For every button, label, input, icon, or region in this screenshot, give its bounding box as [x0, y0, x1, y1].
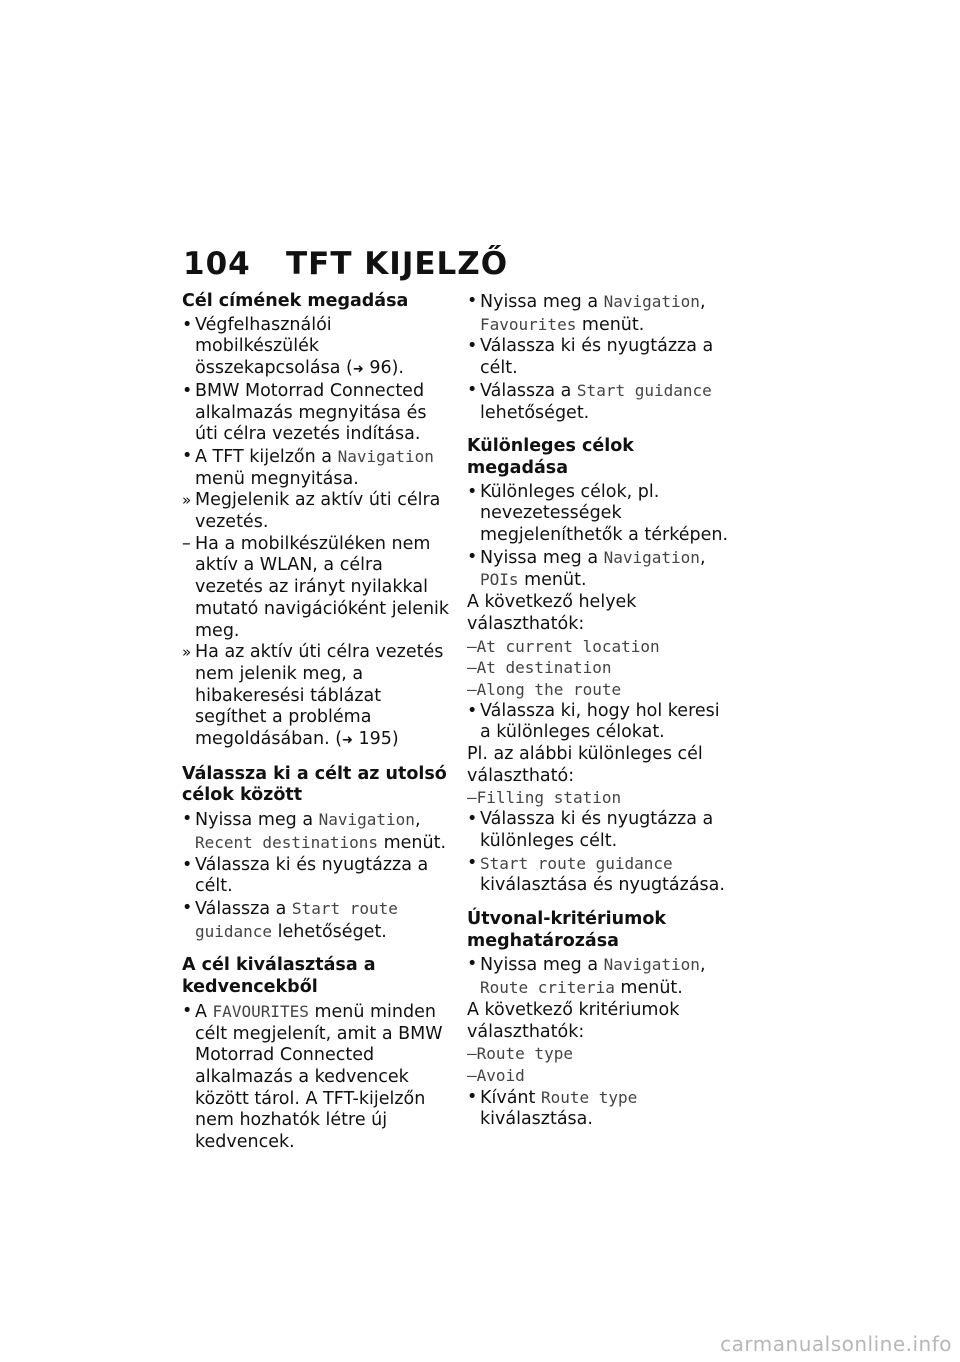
section-heading-special-destinations: Különleges célok megadása	[467, 436, 634, 478]
result-item: » Ha az aktív úti célra vezetés nem jelenik meg, a hibakeresési táblázat segíthet a probléma megoldásában. (➜ 195)	[182, 642, 450, 752]
section-heading-route-criteria: Útvonal-kritériumok meghatározása	[467, 908, 667, 951]
watermark: carmanualsonline.info	[720, 1332, 952, 1356]
special-destinations-steps	[467, 482, 735, 593]
list-item: • Válassza ki és nyugtázza a különleges célt.	[467, 809, 735, 852]
left-column	[182, 291, 450, 1154]
arrow-right-icon: ➜	[342, 733, 353, 749]
destination-address-steps	[182, 315, 450, 752]
option-item: –At current location	[467, 636, 660, 656]
list-item: • Válassza ki, hogy hol keresi a különleges célokat.	[467, 701, 735, 744]
right-column	[467, 291, 735, 1131]
option-item: –Filling station	[467, 788, 622, 808]
list-item: • Nyissa meg a Navigation, Route criteria menüt.	[467, 954, 735, 999]
list-item: • Válassza ki és nyugtázza a célt.	[467, 336, 735, 379]
list-item: • Kívánt Route type kiválasztása.	[467, 1087, 735, 1131]
list-item: • Nyissa meg a Navigation, Recent destinations menüt.	[182, 809, 450, 854]
list-item: • BMW Motorrad Connected alkalmazás megnyitása és úti célra vezetés indítása.	[182, 381, 450, 446]
paragraph: A következő helyek választhatók:	[467, 592, 637, 634]
paragraph: A következő kritériumok választhatók:	[467, 999, 680, 1042]
list-item: • Különleges célok, pl. nevezetességek megjeleníthetők a térképen.	[467, 482, 735, 547]
list-item: • Válassza ki és nyugtázza a célt.	[182, 855, 450, 898]
section-heading-favourites: A cél kiválasztása a kedvencekből	[182, 955, 376, 998]
paragraph: Pl. az alábbi különleges cél választható:	[467, 744, 703, 786]
list-item: • Start route guidance kiválasztása és nyugtázása.	[467, 853, 735, 897]
section-heading-recent-destinations: Válassza ki a célt az utolsó célok között	[182, 763, 447, 806]
favourites-steps	[182, 1001, 450, 1154]
page-header	[183, 246, 508, 282]
page-number: 104	[183, 246, 251, 282]
list-item: • Nyissa meg a Navigation, Favourites menüt.	[467, 291, 735, 336]
chapter-title: TFT KIJELZŐ	[286, 246, 509, 282]
recent-destinations-steps	[182, 809, 450, 943]
list-item: • Válassza a Start route guidance lehetőséget.	[182, 898, 450, 943]
section-heading-destination-address: Cél címének megadása	[182, 291, 409, 311]
list-item: • A FAVOURITES menü minden célt megjelenít, amit a BMW Motorrad Connected alkalmazás a kedvencek között tárol. A TFT-kijelzőn nem hozhatók létre új kedvencek.	[182, 1001, 450, 1154]
option-item: –Along the route	[467, 679, 622, 699]
arrow-right-icon: ➜	[352, 362, 364, 378]
result-item: » Megjelenik az aktív úti célra vezetés.	[182, 490, 450, 533]
note-item: – Ha a mobilkészüléken nem aktív a WLAN, a célra vezetés az irányt nyilakkal mutató navigációként jelenik meg.	[182, 534, 450, 643]
option-item: –Route type	[467, 1044, 573, 1064]
list-item: • A TFT kijelzőn a Navigation menü megnyitása.	[182, 446, 450, 490]
list-item: • Végfelhasználói mobilkészülék összekapcsolása (➜ 96).	[182, 315, 450, 381]
list-item: • Válassza a Start guidance lehetőséget.	[467, 380, 735, 424]
list-item: • Nyissa meg a Navigation, POIs menüt.	[467, 547, 735, 592]
option-item: –Avoid	[467, 1065, 525, 1085]
favourites-steps-continued	[467, 291, 735, 424]
option-item: –At destination	[467, 658, 612, 678]
